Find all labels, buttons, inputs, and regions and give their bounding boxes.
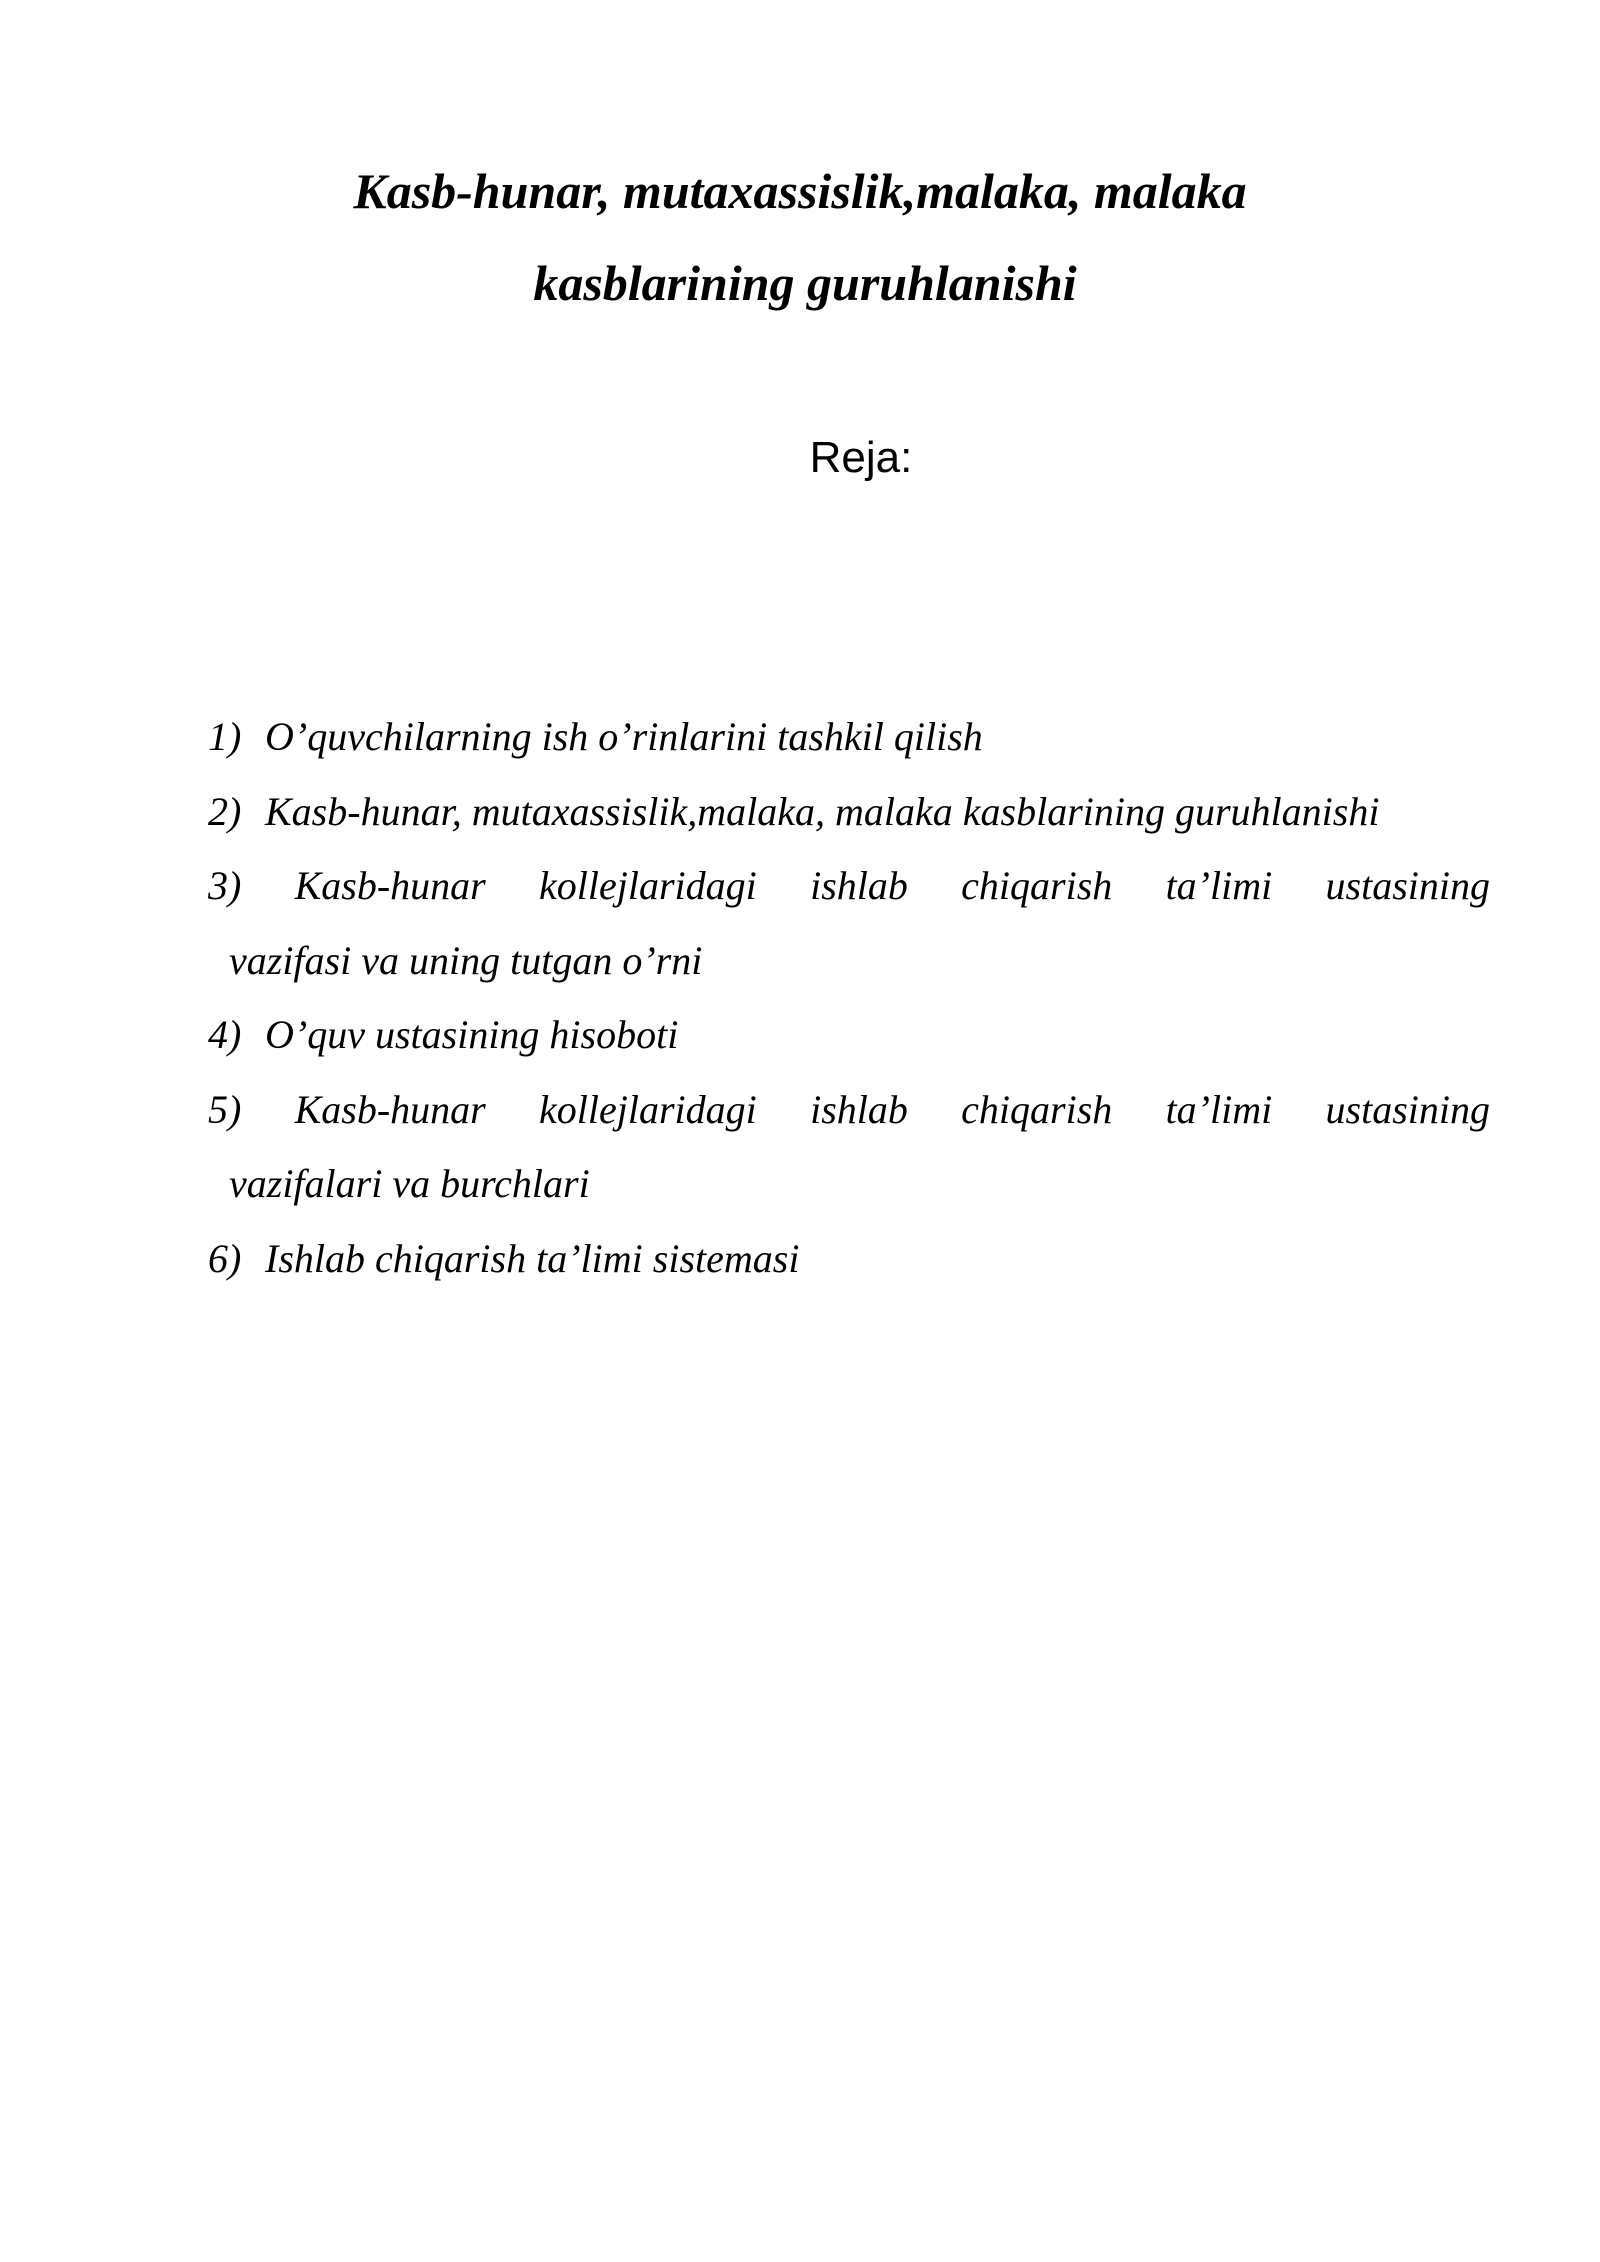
plan-item-4	[208, 998, 1490, 1073]
plan-item-3	[208, 849, 1490, 998]
plan-item-number: 1)	[208, 714, 242, 759]
plan-item-word: Kasb-hunar	[294, 1086, 486, 1132]
plan-item-word: chiqarish	[961, 1086, 1113, 1132]
plan-item-number: 3)	[208, 863, 242, 908]
title-line-2: kasblarining guruhlanishi	[533, 255, 1077, 311]
plan-item-word: ta’limi	[1165, 863, 1273, 908]
plan-item-number: 4)	[208, 1012, 242, 1057]
plan-item-word: ustasining	[1325, 1086, 1490, 1132]
plan-item-number: 2)	[208, 788, 242, 834]
plan-item-word: chiqarish	[961, 863, 1113, 908]
plan-item-text: Ishlab chiqarish ta’limi sistemasi	[265, 1235, 800, 1281]
plan-item-word: ishlab	[810, 863, 908, 908]
plan-item-1	[208, 700, 1490, 775]
plan-item-text: O’quvchilarning ish o’rinlarini tashkil qilish	[265, 714, 983, 759]
plan-item-word: kollejlaridagi	[539, 863, 757, 908]
plan-item-continuation: vazifalari va burchlari	[229, 1161, 590, 1206]
plan-item-text: Kasb-hunar, mutaxassislik,malaka, malaka kasblarining guruhlanishi	[265, 788, 1380, 834]
plan-heading: Reja:	[809, 433, 913, 482]
title-line-1: Kasb-hunar, mutaxassislik,malaka, malaka	[353, 163, 1247, 219]
plan-item-number: 6)	[208, 1235, 242, 1281]
plan-list	[208, 700, 1490, 1296]
plan-item-word: kollejlaridagi	[539, 1086, 757, 1132]
document-title	[0, 145, 1600, 329]
plan-item-2	[208, 775, 1490, 850]
plan-item-number: 5)	[208, 1086, 242, 1132]
plan-item-word: ishlab	[810, 1086, 908, 1132]
plan-item-word: Kasb-hunar	[294, 863, 486, 908]
plan-item-word: ustasining	[1325, 863, 1490, 908]
plan-item-5	[208, 1073, 1490, 1222]
plan-item-text: O’quv ustasining hisoboti	[265, 1012, 679, 1057]
plan-item-continuation: vazifasi va uning tutgan o’rni	[229, 937, 703, 983]
plan-item-6	[208, 1222, 1490, 1297]
plan-item-word: ta’limi	[1165, 1086, 1273, 1132]
